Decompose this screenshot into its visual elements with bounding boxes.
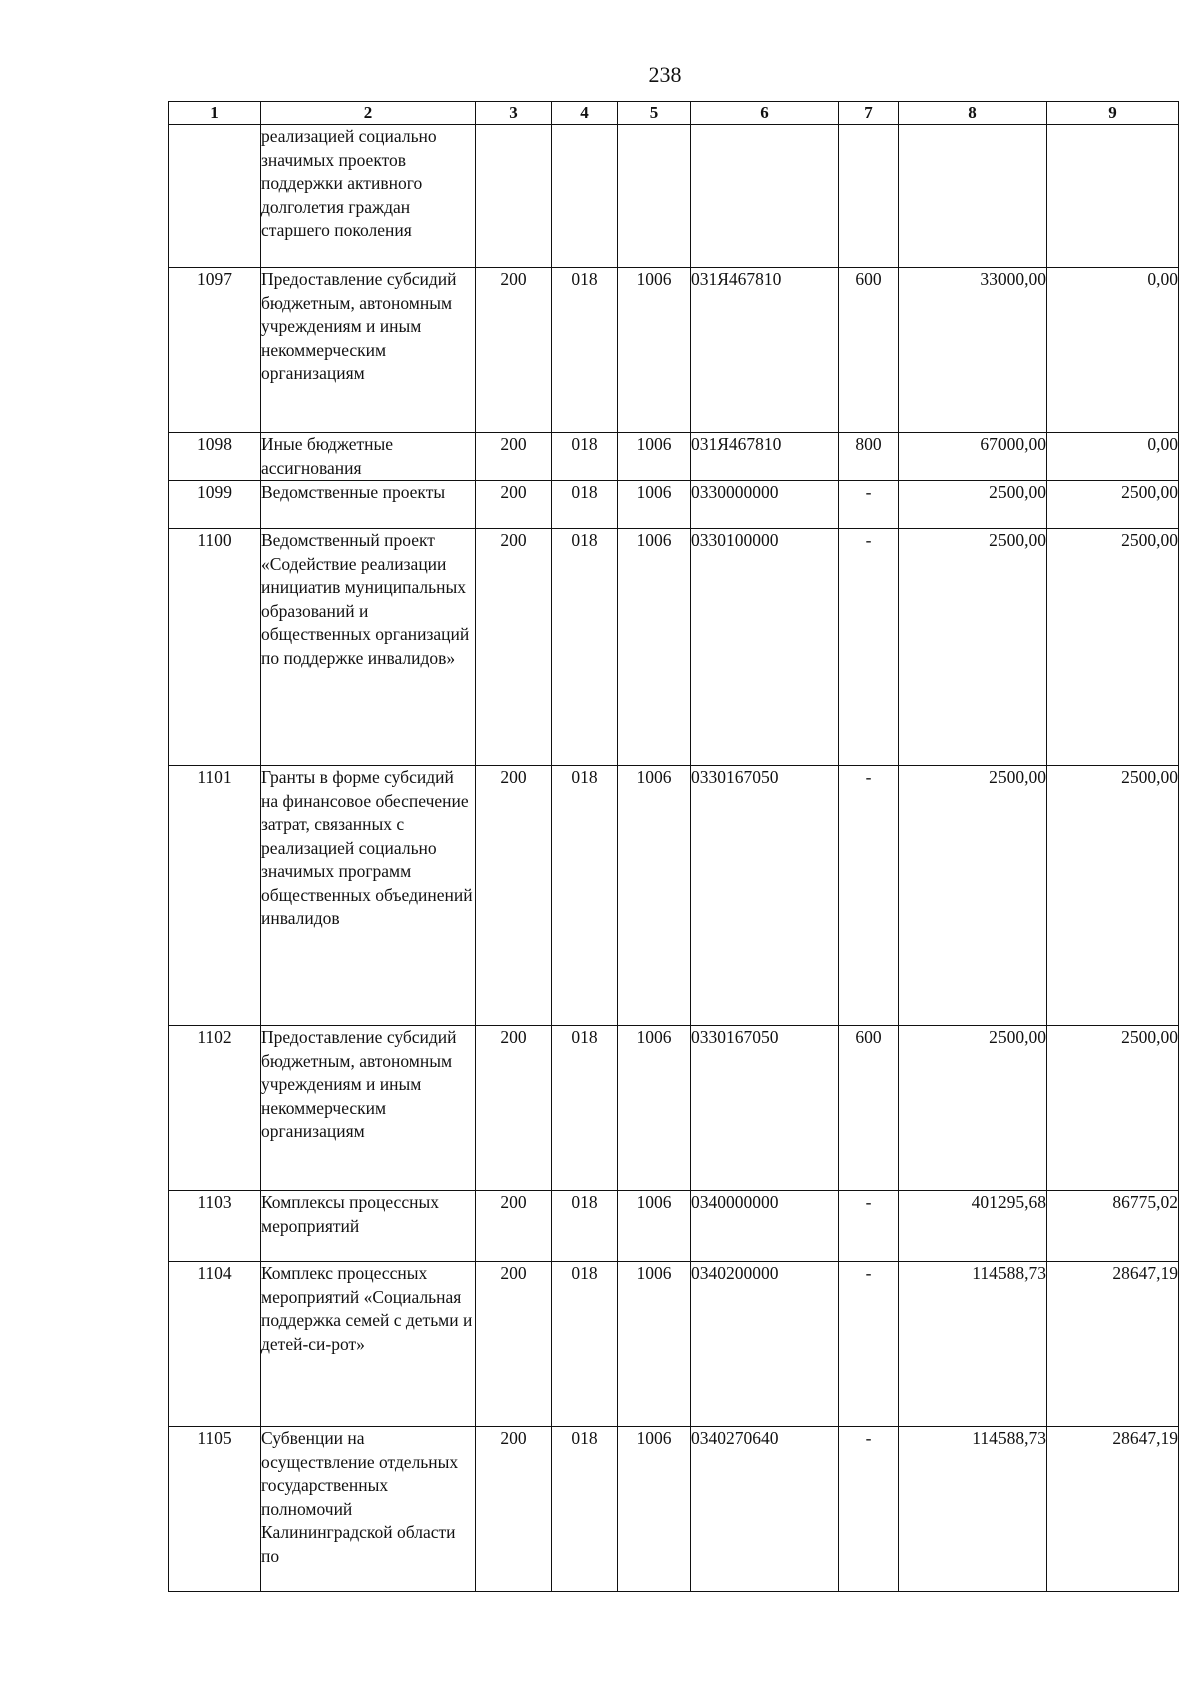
cell-col7: - [839,529,899,766]
cell-col7 [839,125,899,268]
cell-col5: 1006 [618,1262,691,1427]
table-row [169,1191,1179,1262]
cell-col8: 33000,00 [899,268,1047,433]
row-description: Комплекс процессных мероприятий «Социальная поддержка семей с детьми и детей-си-рот» [261,1262,476,1427]
cell-col3: 200 [476,1026,552,1191]
cell-col4: 018 [552,1427,618,1592]
table-row [169,481,1179,529]
header-cell: 9 [1047,102,1179,125]
budget-table [168,101,1179,1592]
cell-col8: 114588,73 [899,1262,1047,1427]
header-cell: 2 [261,102,476,125]
cell-col4: 018 [552,766,618,1026]
header-cell: 3 [476,102,552,125]
cell-col3: 200 [476,268,552,433]
cell-col8: 401295,68 [899,1191,1047,1262]
cell-col4: 018 [552,529,618,766]
cell-col5: 1006 [618,1191,691,1262]
cell-col8: 114588,73 [899,1427,1047,1592]
page-number: 238 [648,62,682,87]
cell-col7: 600 [839,1026,899,1191]
cell-col9: 2500,00 [1047,1026,1179,1191]
cell-col7: 800 [839,433,899,481]
row-number: 1104 [169,1262,261,1427]
cell-col9: 86775,02 [1047,1191,1179,1262]
header-cell: 5 [618,102,691,125]
row-number: 1098 [169,433,261,481]
cell-col7: - [839,1427,899,1592]
row-number: 1097 [169,268,261,433]
cell-col6: 031Я467810 [691,433,839,481]
cell-col3: 200 [476,1427,552,1592]
table-row [169,1427,1179,1592]
cell-col8: 2500,00 [899,766,1047,1026]
cell-col4: 018 [552,1026,618,1191]
table-row [169,433,1179,481]
row-number: 1102 [169,1026,261,1191]
cell-col5: 1006 [618,1026,691,1191]
cell-col8 [899,125,1047,268]
row-description: Ведомственные проекты [261,481,476,529]
cell-col3: 200 [476,481,552,529]
cell-col8: 2500,00 [899,529,1047,766]
table-row [169,529,1179,766]
cell-col3: 200 [476,529,552,766]
cell-col3: 200 [476,1262,552,1427]
cell-col7: - [839,1262,899,1427]
cell-col9: 0,00 [1047,433,1179,481]
row-number: 1099 [169,481,261,529]
cell-col9: 0,00 [1047,268,1179,433]
cell-col5: 1006 [618,1427,691,1592]
cell-col6: 0330100000 [691,529,839,766]
row-number: 1105 [169,1427,261,1592]
cell-col5: 1006 [618,766,691,1026]
cell-col7: - [839,766,899,1026]
row-description: Предоставление субсидий бюджетным, автономным учреждениям и иным некоммерческим организациям [261,268,476,433]
cell-col5: 1006 [618,481,691,529]
cell-col4: 018 [552,268,618,433]
row-description: Предоставление субсидий бюджетным, автономным учреждениям и иным некоммерческим организациям [261,1026,476,1191]
cell-col7: - [839,1191,899,1262]
table-row [169,1262,1179,1427]
header-cell: 8 [899,102,1047,125]
cell-col9: 28647,19 [1047,1262,1179,1427]
row-number [169,125,261,268]
row-description: Комплексы процессных мероприятий [261,1191,476,1262]
row-description: Ведомственный проект «Содействие реализации инициатив муниципальных образований и общественных организаций по поддержке инвалидов» [261,529,476,766]
cell-col5: 1006 [618,433,691,481]
cell-col6: 0340000000 [691,1191,839,1262]
cell-col4: 018 [552,481,618,529]
header-cell: 1 [169,102,261,125]
cell-col4: 018 [552,1191,618,1262]
cell-col3 [476,125,552,268]
cell-col5: 1006 [618,529,691,766]
table-row [169,766,1179,1026]
cell-col7: 600 [839,268,899,433]
cell-col9 [1047,125,1179,268]
cell-col4 [552,125,618,268]
cell-col6: 0330000000 [691,481,839,529]
cell-col4: 018 [552,1262,618,1427]
cell-col7: - [839,481,899,529]
cell-col6: 0340270640 [691,1427,839,1592]
row-number: 1101 [169,766,261,1026]
table-row [169,1026,1179,1191]
cell-col8: 67000,00 [899,433,1047,481]
cell-col9: 2500,00 [1047,481,1179,529]
cell-col4: 018 [552,433,618,481]
table-row [169,268,1179,433]
header-cell: 7 [839,102,899,125]
header-cell: 6 [691,102,839,125]
row-description: Субвенции на осуществление отдельных государственных полномочий Калининградской области по [261,1427,476,1592]
header-row [169,102,1179,125]
row-number: 1100 [169,529,261,766]
cell-col9: 2500,00 [1047,529,1179,766]
row-number: 1103 [169,1191,261,1262]
cell-col6: 031Я467810 [691,268,839,433]
cell-col6 [691,125,839,268]
cell-col9: 2500,00 [1047,766,1179,1026]
row-description: реализацией социально значимых проектов поддержки активного долголетия граждан старшего поколения [261,125,476,268]
cell-col6: 0340200000 [691,1262,839,1427]
cell-col8: 2500,00 [899,481,1047,529]
table-row [169,125,1179,268]
row-description: Иные бюджетные ассигнования [261,433,476,481]
cell-col6: 0330167050 [691,766,839,1026]
cell-col3: 200 [476,766,552,1026]
cell-col6: 0330167050 [691,1026,839,1191]
cell-col3: 200 [476,1191,552,1262]
row-description: Гранты в форме субсидий на финансовое обеспечение затрат, связанных с реализацией социально значимых программ общественных объединений инвалидов [261,766,476,1026]
cell-col5 [618,125,691,268]
header-cell: 4 [552,102,618,125]
cell-col3: 200 [476,433,552,481]
cell-col5: 1006 [618,268,691,433]
cell-col8: 2500,00 [899,1026,1047,1191]
cell-col9: 28647,19 [1047,1427,1179,1592]
